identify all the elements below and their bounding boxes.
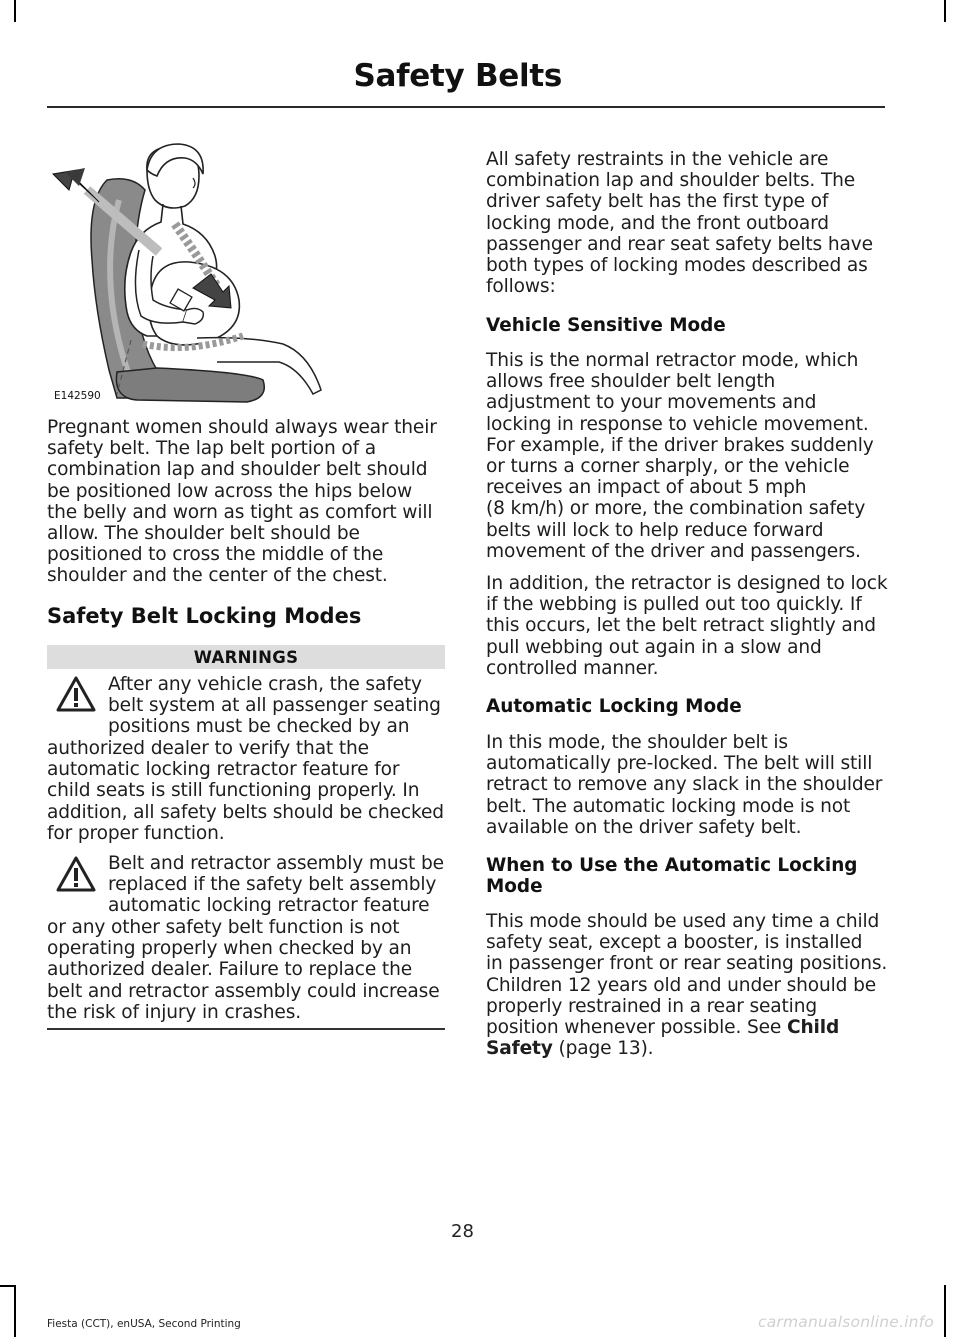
when-paragraph <box>486 911 886 1059</box>
text-line: Pregnant women should always wear their <box>47 417 437 438</box>
heading-line: Mode <box>486 876 543 897</box>
text-fragment: position whenever possible. See <box>486 1017 787 1039</box>
text-line: in passenger front or rear seating positions. <box>486 953 888 975</box>
warnings-end-rule <box>47 1028 445 1030</box>
crop-mark-top-left <box>14 0 16 22</box>
text-line: safety seat, except a booster, is installed <box>486 932 863 954</box>
text-line: available on the driver safety belt. <box>486 816 802 838</box>
text-line: authorized dealer to verify that the <box>47 738 369 759</box>
warning-triangle-icon <box>56 856 96 892</box>
text-line: child seats is still functioning properly. In <box>47 780 420 802</box>
pregnant-woman-seatbelt-illustration <box>47 140 327 405</box>
figure-code: E142590 <box>54 390 101 402</box>
text-line: belt system at all passenger seating <box>108 695 441 717</box>
child-safety-link[interactable]: Child <box>786 1017 840 1039</box>
text-line: allows free shoulder belt length <box>486 371 776 393</box>
footer-edition: Fiesta (CCT), enUSA, Second Printing <box>47 1318 241 1330</box>
text-line: retract to remove any slack in the shoulder <box>486 774 883 796</box>
heading-automatic-locking-mode: Automatic Locking Mode <box>486 696 742 717</box>
warning-1-indented <box>108 674 448 738</box>
crop-mark-bottom-left-h <box>0 1285 14 1287</box>
alm-paragraph <box>486 732 886 838</box>
text-line: pull webbing out again in a slow and <box>486 636 822 658</box>
text-line <box>486 1017 886 1038</box>
page-number: 28 <box>451 1221 474 1242</box>
warning-1-text <box>47 738 447 844</box>
text-line: automatically pre-locked. The belt will still <box>486 753 873 775</box>
vsm-paragraph-1 <box>486 350 886 562</box>
text-line: safety belt. The lap belt portion of a <box>47 438 377 460</box>
warning-2-indented <box>108 853 448 917</box>
text-line: receives an impact of about 5 mph <box>486 477 807 499</box>
text-line: In addition, the retractor is designed to lock <box>486 573 888 594</box>
text-line: this occurs, let the belt retract slightly and <box>486 615 876 637</box>
text-line: for proper function. <box>47 822 225 844</box>
watermark: carmanualsonline.info <box>758 1313 934 1331</box>
text-line: adjustment to your movements and <box>486 392 817 414</box>
text-line: automatic locking retractor feature <box>108 895 430 917</box>
text-line: In this mode, the shoulder belt is <box>486 732 788 753</box>
page-title: Safety Belts <box>353 58 562 94</box>
text-line: or turns a corner sharply, or the vehicle <box>486 456 850 478</box>
text-line: controlled manner. <box>486 657 659 679</box>
text-line: For example, if the driver brakes suddenly <box>486 434 874 456</box>
text-line: Belt and retractor assembly must be <box>108 853 444 874</box>
warnings-label: WARNINGS <box>47 645 445 669</box>
heading-line: When to Use the Automatic Locking <box>486 855 858 876</box>
text-line: be positioned low across the hips below <box>47 480 413 502</box>
header-rule <box>47 106 885 108</box>
text-line <box>486 1038 886 1059</box>
text-line: movement of the driver and passengers. <box>486 540 861 562</box>
text-line: both types of locking modes described as <box>486 255 868 277</box>
text-line: replaced if the safety belt assembly <box>108 874 437 896</box>
text-line: the risk of injury in crashes. <box>47 1001 302 1023</box>
text-line: positioned to cross the middle of the <box>47 544 384 566</box>
right-intro-paragraph <box>486 149 886 297</box>
text-line: if the webbing is pulled out too quickly. If <box>486 594 862 616</box>
text-line: allow. The shoulder belt should be <box>47 523 360 545</box>
left-intro-paragraph <box>47 417 447 587</box>
child-safety-link-cont[interactable]: Safety <box>486 1038 553 1060</box>
heading-vehicle-sensitive-mode: Vehicle Sensitive Mode <box>486 315 726 336</box>
text-line: driver safety belt has the first type of <box>486 191 829 213</box>
text-line: All safety restraints in the vehicle are <box>486 149 829 170</box>
crop-mark-bottom-right <box>944 1285 946 1337</box>
warning-triangle-icon <box>56 676 96 712</box>
text-line: belt and retractor assembly could increase <box>47 980 440 1002</box>
text-line: Children 12 years old and under should be <box>486 974 877 996</box>
text-line: This mode should be used any time a child <box>486 911 880 932</box>
text-line: authorized dealer. Failure to replace the <box>47 959 412 981</box>
text-line: locking mode, and the front outboard <box>486 212 829 234</box>
text-line: operating properly when checked by an <box>47 938 412 960</box>
text-line: (8 km/h) or more, the combination safety <box>486 498 866 520</box>
text-line: properly restrained in a rear seating <box>486 995 817 1017</box>
text-line: This is the normal retractor mode, which <box>486 350 859 371</box>
text-line: After any vehicle crash, the safety <box>108 674 422 695</box>
crop-mark-top-right <box>944 0 946 22</box>
section-heading-locking-modes: Safety Belt Locking Modes <box>47 604 362 628</box>
heading-when-to-use <box>486 855 857 897</box>
warning-2-text <box>47 917 447 1023</box>
text-line: passenger and rear seat safety belts have <box>486 233 873 255</box>
text-line: follows: <box>486 276 556 298</box>
text-line: addition, all safety belts should be checked <box>47 801 444 823</box>
text-line: belts will lock to help reduce forward <box>486 519 824 541</box>
text-line: automatic locking retractor feature for <box>47 759 400 781</box>
text-line: the belly and worn as tight as comfort will <box>47 501 433 523</box>
page-reference: (page 13). <box>552 1038 654 1060</box>
text-line: or any other safety belt function is not <box>47 917 400 938</box>
text-line: locking in response to vehicle movement. <box>486 413 869 435</box>
vsm-paragraph-2 <box>486 573 886 679</box>
text-line: combination lap and shoulder belt should <box>47 459 428 481</box>
text-line: shoulder and the center of the chest. <box>47 565 388 587</box>
crop-mark-bottom-left <box>14 1285 16 1337</box>
text-line: belt. The automatic locking mode is not <box>486 795 851 817</box>
text-line: positions must be checked by an <box>108 716 410 738</box>
text-line: combination lap and shoulder belts. The <box>486 170 856 192</box>
